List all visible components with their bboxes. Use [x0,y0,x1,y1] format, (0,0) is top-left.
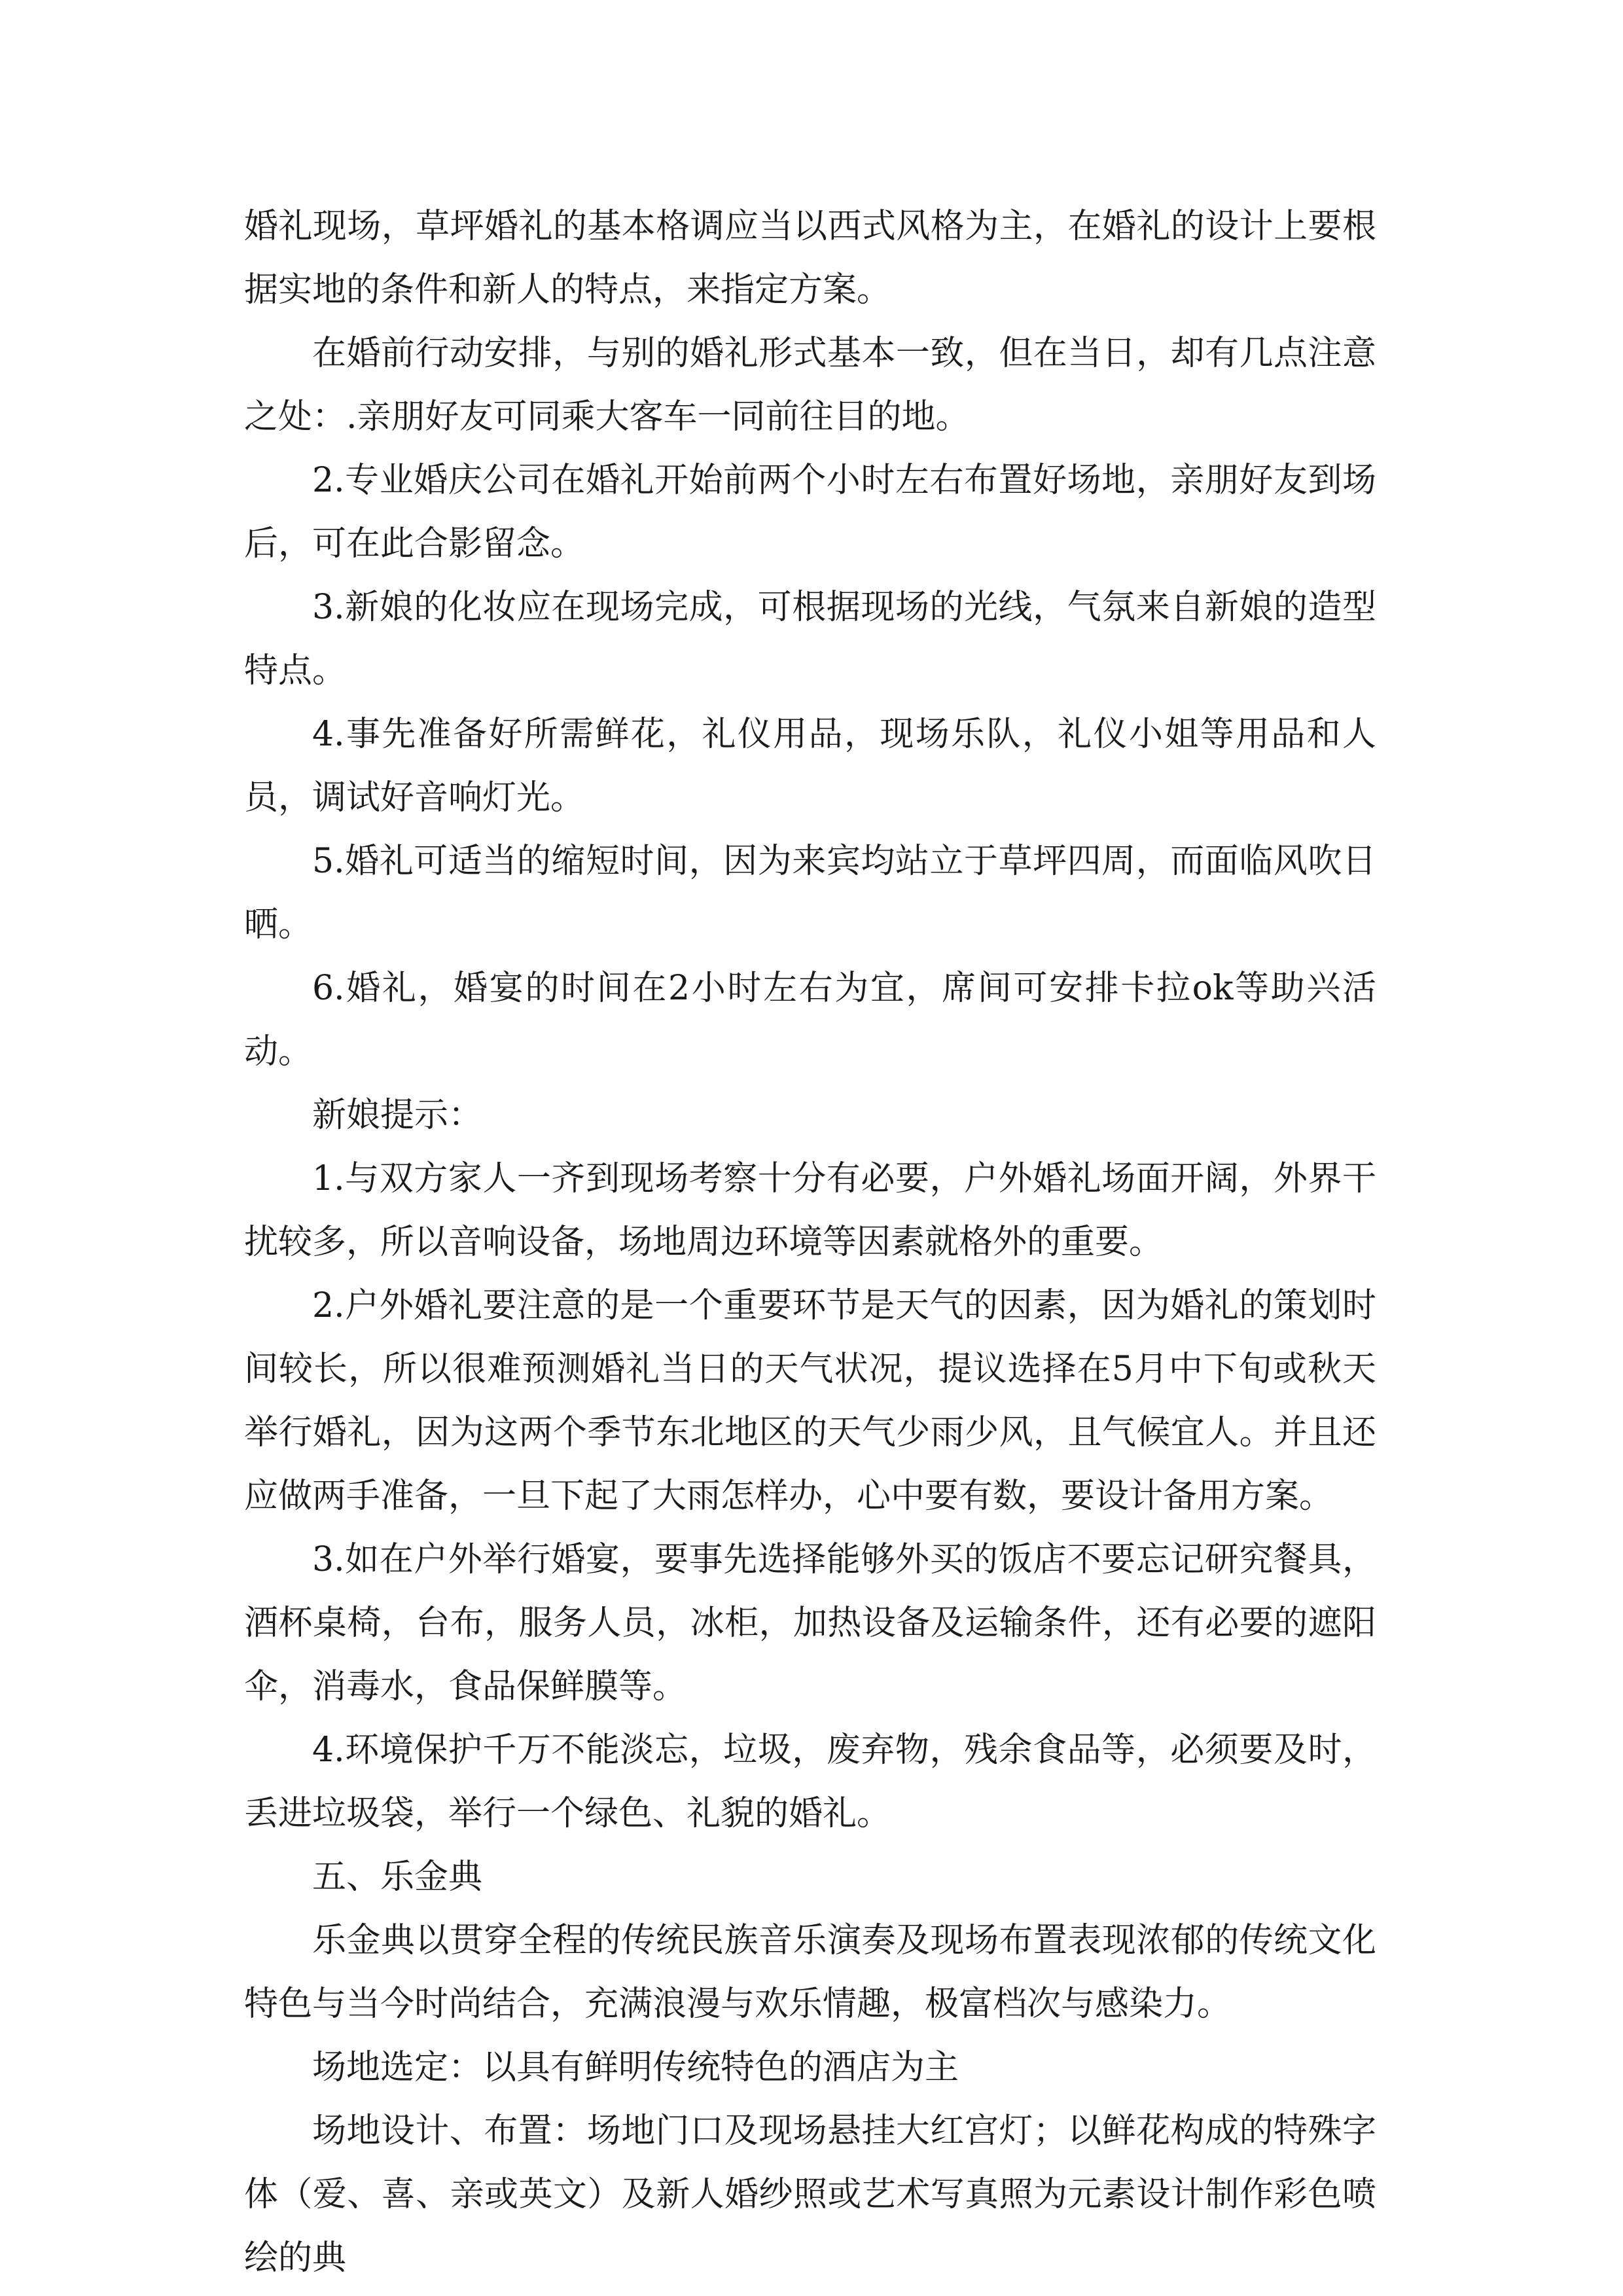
paragraph: 在婚前行动安排，与别的婚礼形式基本一致，但在当日，却有几点注意之处：.亲朋好友可同乘大客车一同前往目的地。 [244,334,1376,437]
document-body [244,195,1376,2290]
paragraph: 5.婚礼可适当的缩短时间，因为来宾均站立于草坪四周，而面临风吹日晒。 [244,842,1376,944]
paragraph: 3.新娘的化妆应在现场完成，可根据现场的光线，气氛来自新娘的造型特点。 [244,588,1376,691]
paragraph: 1.与双方家人一齐到现场考察十分有必要，户外婚礼场面开阔，外界干扰较多，所以音响设备，场地周边环境等因素就格外的重要。 [244,1159,1376,1262]
paragraph: 4.环境保护千万不能淡忘，垃圾，废弃物，残余食品等，必须要及时，丢进垃圾袋，举行一个绿色、礼貌的婚礼。 [244,1731,1376,1833]
paragraph: 4.事先准备好所需鲜花，礼仪用品，现场乐队，礼仪小姐等用品和人员，调试好音响灯光。 [244,715,1376,817]
section-label: 新娘提示： [312,1096,483,1135]
paragraph: 场地设计、布置：场地门口及现场悬挂大红宫灯；以鲜花构成的特殊字体（爱、喜、亲或英文）及新人婚纱照或艺术写真照为元素设计制作彩色喷绘的典 [244,2111,1376,2278]
paragraph: 6.婚礼，婚宴的时间在2小时左右为宜，席间可安排卡拉ok等助兴活动。 [244,969,1376,1071]
paragraph: 2.户外婚礼要注意的是一个重要环节是天气的因素，因为婚礼的策划时间较长，所以很难预测婚礼当日的天气状况，提议选择在5月中下旬或秋天举行婚礼，因为这两个季节东北地区的天气少雨少风，且气候宜人。并且还应做两手准备，一旦下起了大雨怎样办，心中要有数，要设计备用方案。 [244,1286,1376,1516]
paragraph: 乐金典以贯穿全程的传统民族音乐演奏及现场布置表现浓郁的传统文化特色与当今时尚结合，充满浪漫与欢乐情趣，极富档次与感染力。 [244,1921,1376,2024]
paragraph: 3.如在户外举行婚宴，要事先选择能够外买的饭店不要忘记研究餐具，酒杯桌椅，台布，服务人员，冰柜，加热设备及运输条件，还有必要的遮阳伞，消毒水，食品保鲜膜等。 [244,1540,1376,1706]
section-heading: 五、乐金典 [312,1857,483,1897]
paragraph: 场地选定：以具有鲜明传统特色的酒店为主 [312,2048,959,2087]
paragraph: 婚礼现场，草坪婚礼的基本格调应当以西式风格为主，在婚礼的设计上要根据实地的条件和新人的特点，来指定方案。 [244,207,1376,310]
paragraph: 2.专业婚庆公司在婚礼开始前两个小时左右布置好场地，亲朋好友到场后，可在此合影留念。 [244,461,1376,564]
